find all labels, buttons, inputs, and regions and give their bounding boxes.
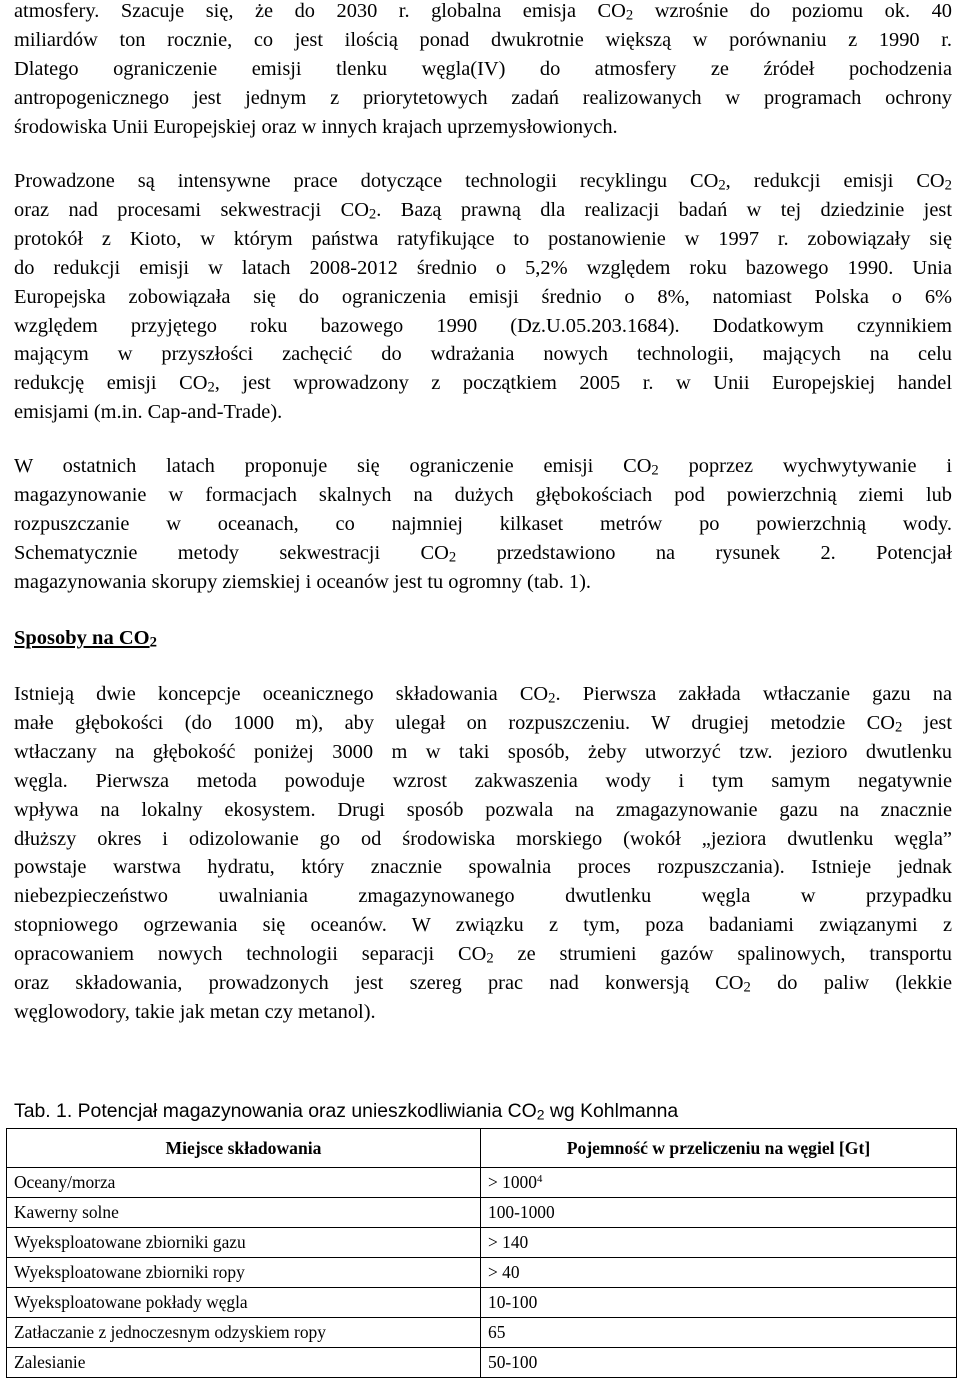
text-run: . Bazą prawną dla realizacji badań w tej dziedzinie jest <box>376 198 952 221</box>
cell-place: Zatłaczanie z jednoczesnym odzyskiem ropy <box>7 1318 481 1348</box>
storage-capacity-table <box>6 1128 957 1378</box>
table-row <box>7 1318 957 1348</box>
text-line <box>14 225 952 254</box>
text-run: , jest wprowadzony z początkiem 2005 r. w Unii Europejskiej handel <box>214 372 952 395</box>
text-run: redukcję emisji CO <box>14 372 208 395</box>
cell-place: Wyeksploatowane pokłady węgla <box>7 1288 481 1318</box>
subscript: 2 <box>894 719 903 736</box>
cell-capacity <box>481 1288 957 1318</box>
text-line <box>14 911 952 940</box>
text-run: opracowaniem nowych technologii separacji CO <box>14 943 487 966</box>
text-line <box>14 312 952 341</box>
text-run: antropogenicznego jest jednym z priorytetowych zadań realizowanych w programach ochrony <box>14 86 952 109</box>
cell-place: Wyeksploatowane zbiorniki ropy <box>7 1258 481 1288</box>
table-row <box>7 1258 957 1288</box>
text-run: powstaje warstwa hydratu, który znacznie spowalnia proces rozpuszczania). Istnieje jednak <box>14 856 952 879</box>
subscript: 2 <box>368 206 377 223</box>
text-run: emisjami (m.in. Cap-and-Trade). <box>14 401 283 424</box>
subscript: 2 <box>486 950 494 967</box>
text-line <box>14 369 952 398</box>
table-caption-tail: wg Kohlmanna <box>544 1100 679 1122</box>
text-line <box>14 825 952 854</box>
text-run: Dlatego ograniczenie emisji tlenku węgla(IV) do atmosfery ze źródeł pochodzenia <box>14 57 952 80</box>
text-line <box>14 680 952 709</box>
text-line <box>14 796 952 825</box>
text-line <box>14 452 952 481</box>
text-line <box>14 196 952 225</box>
text-run: protokół z Kioto, w którym państwa ratyfikujące to postanowienie w 1997 r. zobowiązały się <box>14 227 952 250</box>
subscript: 2 <box>625 7 634 24</box>
capacity-value: 50-100 <box>488 1352 538 1372</box>
text-line <box>14 853 952 882</box>
cell-place: Wyeksploatowane zbiorniki gazu <box>7 1228 481 1258</box>
subscript: 2 <box>448 549 457 566</box>
column-header-capacity: Pojemność w przeliczeniu na węgiel [Gt] <box>481 1129 957 1168</box>
text-run: W ostatnich latach proponuje się ograniczenie emisji CO <box>14 455 652 477</box>
paragraph-emissions-intro <box>14 0 952 142</box>
text-line <box>14 398 952 427</box>
text-run: małe głębokości (do 1000 m), aby ulegał on rozpuszczeniu. W drugiej metodzie CO <box>14 711 895 734</box>
text-run: mającym w przyszłości zachęcić do wdrażania nowych technologii, mających na celu <box>14 343 952 366</box>
table-row <box>7 1348 957 1378</box>
paragraph-kyoto-protocol <box>14 167 952 427</box>
text-line <box>14 738 952 767</box>
text-run: atmosfery. Szacuje się, że do 2030 r. globalna emisja CO <box>14 0 626 22</box>
paragraph-ocean-storage <box>14 680 952 1027</box>
text-line <box>14 113 952 142</box>
cell-place: Zalesianie <box>7 1348 481 1378</box>
cell-place: Kawerny solne <box>7 1198 481 1228</box>
capacity-value: 10-100 <box>488 1292 538 1312</box>
text-run: dłuższy okres i odizolowanie go od środowiska morskiego (wokół „jeziora dwutlenku węgla” <box>14 827 952 850</box>
table-row <box>7 1198 957 1228</box>
text-run: magazynowania skorupy ziemskiej i oceanów jest tu ogromny (tab. 1). <box>14 570 592 593</box>
text-line <box>14 539 952 568</box>
text-line <box>14 882 952 911</box>
text-run: Schematycznie metody sekwestracji CO <box>14 541 449 564</box>
text-line <box>14 0 952 26</box>
text-run: oraz nad procesami sekwestracji CO <box>14 198 369 221</box>
subscript: 2 <box>651 462 659 479</box>
text-line <box>14 340 952 369</box>
column-header-place: Miejsce składowania <box>7 1129 481 1168</box>
text-run: miliardów ton rocznie, co jest ilością ponad dwukrotnie większą w porównaniu z 1990 r. <box>14 28 952 51</box>
section-heading-text: Sposoby na CO <box>14 627 150 649</box>
table-caption-text: Tab. 1. Potencjał magazynowania oraz unieszkodliwiania CO <box>14 1100 537 1122</box>
table-row <box>7 1288 957 1318</box>
text-run: środowiska Unii Europejskiej oraz w innych krajach uprzemysłowionych. <box>14 115 618 138</box>
text-run: wtłaczany na głębokość poniżej 3000 m w taki sposób, żeby utworzyć tzw. jezioro dwutlenku <box>14 740 952 763</box>
subscript: 2 <box>743 979 751 996</box>
subscript: 2 <box>207 379 215 396</box>
text-run: Prowadzone są intensywne prace dotyczące technologii recyklingu CO <box>14 170 719 192</box>
cell-capacity <box>481 1168 957 1198</box>
text-run: Istnieją dwie koncepcje oceanicznego składowania CO <box>14 683 549 705</box>
capacity-value: > 140 <box>488 1232 529 1252</box>
cell-capacity <box>481 1198 957 1228</box>
text-run: względem przyjętego roku bazowego 1990 (Dz.U.05.203.1684). Dodatkowym czynnikiem <box>14 314 952 337</box>
section-heading-subscript: 2 <box>149 634 157 651</box>
text-run: , redukcji emisji CO <box>725 170 945 192</box>
text-line <box>14 568 952 597</box>
text-line <box>14 998 952 1027</box>
text-run: do redukcji emisji w latach 2008-2012 średnio o 5,2% względem roku bazowego 1990. Unia <box>14 256 952 279</box>
cell-capacity <box>481 1228 957 1258</box>
paragraph-sequestration-methods <box>14 452 952 597</box>
text-run: węglowodory, takie jak metan czy metanol). <box>14 1000 376 1023</box>
cell-capacity <box>481 1348 957 1378</box>
text-line <box>14 167 952 196</box>
text-run: poprzez wychwytywanie i <box>658 455 952 477</box>
text-run: stopniowego ogrzewania się oceanów. W związku z tym, poza badaniami związanymi z <box>14 914 952 937</box>
text-run: jest <box>902 711 952 734</box>
cell-capacity <box>481 1318 957 1348</box>
text-run: przedstawiono na rysunek 2. Potencjał <box>456 541 952 564</box>
text-run: ze strumieni gazów spalinowych, transportu <box>493 943 952 966</box>
text-run: magazynowanie w formacjach skalnych na dużych głębokościach pod powierzchnią ziemi lub <box>14 483 952 506</box>
capacity-value: 65 <box>488 1322 506 1342</box>
subscript: 2 <box>944 177 952 194</box>
text-run: oraz składowania, prowadzonych jest szereg prac nad konwersją CO <box>14 972 744 995</box>
text-line <box>14 969 952 998</box>
text-run: Europejska zobowiązała się do ograniczenia emisji średnio o 8%, natomiast Polska o 6% <box>14 285 952 308</box>
text-line <box>14 709 952 738</box>
text-run: wzrośnie do poziomu ok. 40 <box>633 0 952 22</box>
table-header-row <box>7 1129 957 1168</box>
text-line <box>14 767 952 796</box>
table-caption <box>14 1097 678 1125</box>
text-run: niebezpieczeństwo uwalniania zmagazynowanego dwutlenku węgla w przypadku <box>14 885 952 908</box>
text-run: . Pierwsza zakłada wtłaczanie gazu na <box>555 683 952 705</box>
text-line <box>14 84 952 113</box>
capacity-value: > 1000 <box>488 1172 537 1192</box>
subscript: 2 <box>718 177 726 194</box>
text-run: do paliw (lekkie <box>750 972 952 995</box>
text-line <box>14 481 952 510</box>
capacity-value: 100-1000 <box>488 1202 555 1222</box>
table-row <box>7 1168 957 1198</box>
text-run: węgla. Pierwsza metoda powoduje wzrost zakwaszenia wody i tym samym negatywnie <box>14 769 952 792</box>
text-run: wpływa na lokalny ekosystem. Drugi sposób pozwala na zmagazynowanie gazu na znacznie <box>14 798 952 821</box>
cell-place: Oceany/morza <box>7 1168 481 1198</box>
capacity-superscript: 4 <box>536 1173 543 1186</box>
text-line <box>14 940 952 969</box>
capacity-value: > 40 <box>488 1262 520 1282</box>
cell-capacity <box>481 1258 957 1288</box>
subscript: 2 <box>548 690 556 707</box>
table-caption-subscript: 2 <box>536 1106 545 1123</box>
text-line <box>14 254 952 283</box>
text-run: rozpuszczanie w oceanach, co najmniej kilkaset metrów po powierzchnią wody. <box>14 512 952 535</box>
table-row <box>7 1228 957 1258</box>
text-line <box>14 510 952 539</box>
section-heading <box>14 624 157 652</box>
text-line <box>14 26 952 55</box>
text-line <box>14 283 952 312</box>
text-line <box>14 55 952 84</box>
